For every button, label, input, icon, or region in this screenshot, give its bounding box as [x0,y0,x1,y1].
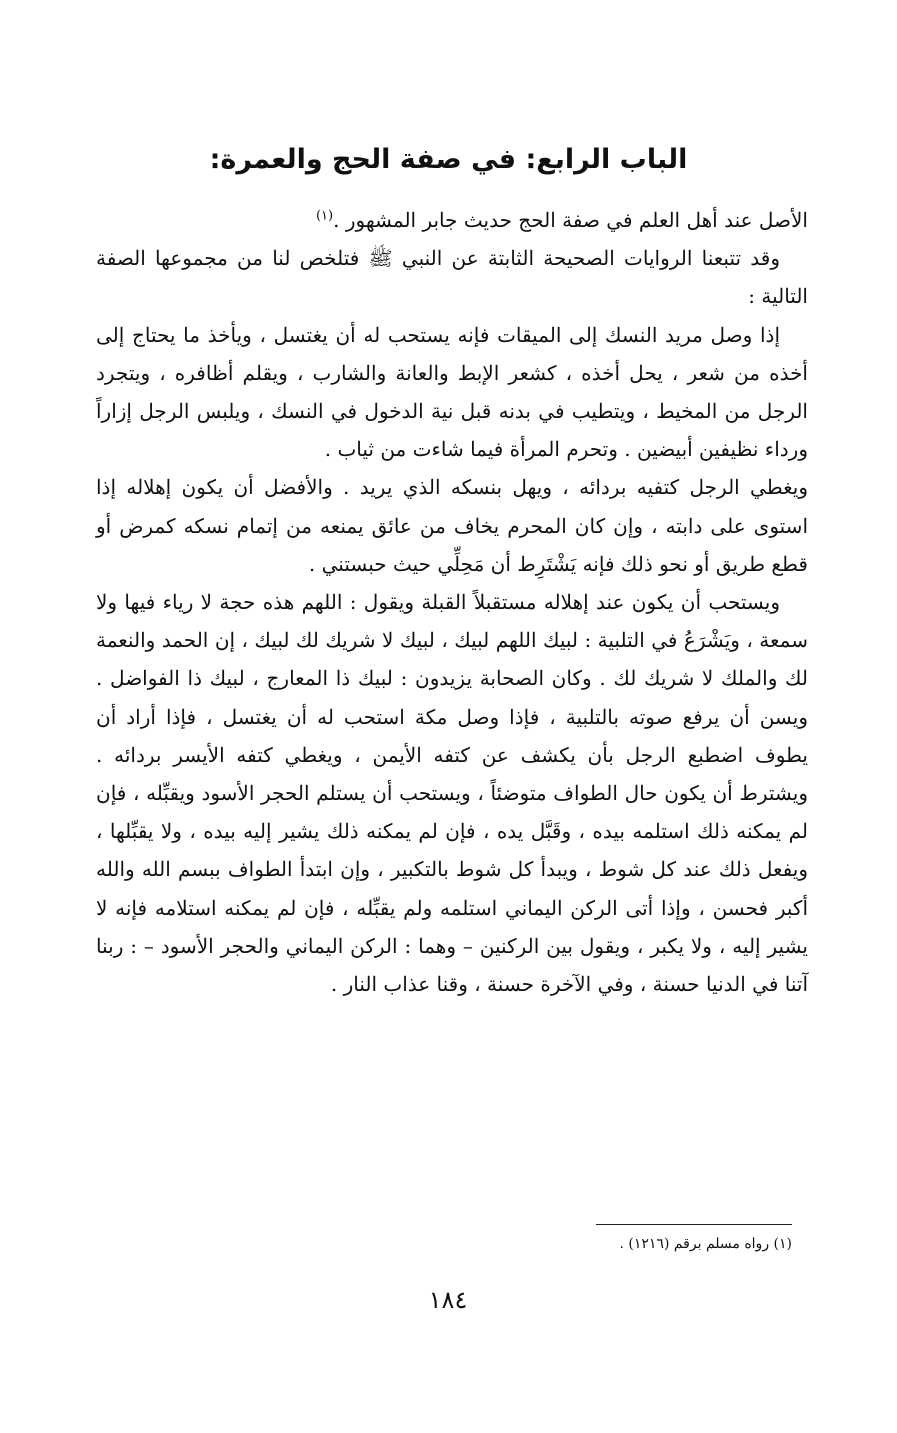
paragraph: وقد تتبعنا الروايات الصحيحة الثابتة عن النبي ﷺ فتلخص لنا من مجموعها الصفة التالية : [96,246,808,309]
page-number: ١٨٤ [428,1286,468,1314]
main-text [96,201,808,1003]
chapter-heading: الباب الرابع: في صفة الحج والعمرة: [209,144,688,175]
footnote-divider [596,1224,792,1225]
footnote-reference: (١) [315,208,334,224]
paragraph: إذا وصل مريد النسك إلى الميقات فإنه يستحب له أن يغتسل ، ويأخذ ما يحتاج إلى أخذه من شعر ، يحل أخذه ، كشعر الإبط والعانة والشارب ، ويقلم أظافره ، ويتجرد الرجل من المخيط ، ويتطيب في بدنه قبل نية الدخول في النسك ، ويلبس الرجل إزاراً ورداء نظيفين أبيضين . وتحرم المرأة فيما شاءت من ثياب . [96,322,808,462]
footnote: (١) رواه مسلم برقم (١٢١٦) . [619,1236,792,1252]
paragraph: ويستحب أن يكون عند إهلاله مستقبلاً القبلة ويقول : اللهم هذه حجة لا رياء فيها ولا سمعة ، ويَشْرَعُ في التلبية : لبيك اللهم لبيك ، لبيك لا شريك لك لبيك ، إن الحمد والنعمة لك والملك لا شريك لك . وكان الصحابة يزيدون : لبيك ذا المعارج ، لبيك ذا الفواضل . ويسن أن يرفع صوته بالتلبية ، فإذا وصل مكة استحب له أن يغتسل ، فإذا أراد أن يطوف اضطبع الرجل بأن يكشف عن كتفه الأيمن ، ويغطي كتفه الأيسر بردائه . ويشترط أن يكون حال الطواف متوضئاً ، ويستحب أن يستلم الحجر الأسود ويقبِّله ، فإن لم يمكنه ذلك استلمه بيده ، وقَبَّل يده ، فإن لم يمكنه ذلك يشير إليه بيده ، ولا يقبِّلها ، ويفعل ذلك عند كل شوط ، ويبدأ كل شوط بالتكبير ، وإن ابتدأ الطواف ببسم الله والله أكبر فحسن ، وإذا أتى الركن اليماني استلمه ولم يقبِّله ، فإن لم يمكنه استلامه فإنه لا يشير إليه ، ولا يكبر ، ويقول بين الركنين – وهما : الركن اليماني والحجر الأسود – : ربنا آتنا في الدنيا حسنة ، وفي الآخرة حسنة ، وقنا عذاب النار . [96,590,808,997]
paragraph: ويغطي الرجل كتفيه بردائه ، ويهل بنسكه الذي يريد . والأفضل أن يكون إهلاله إذا استوى على دابته ، وإن كان المحرم يخاف من عائق يمنعه من إتمام نسكه كمرض أو قطع طريق أو نحو ذلك فإنه يَشْتَرِط أن مَحِلِّي حيث حبستني . [96,475,808,576]
paragraph-intro-text: الأصل عند أهل العلم في صفة الحج حديث جابر المشهور . [333,208,808,232]
paragraph-intro [96,201,808,239]
